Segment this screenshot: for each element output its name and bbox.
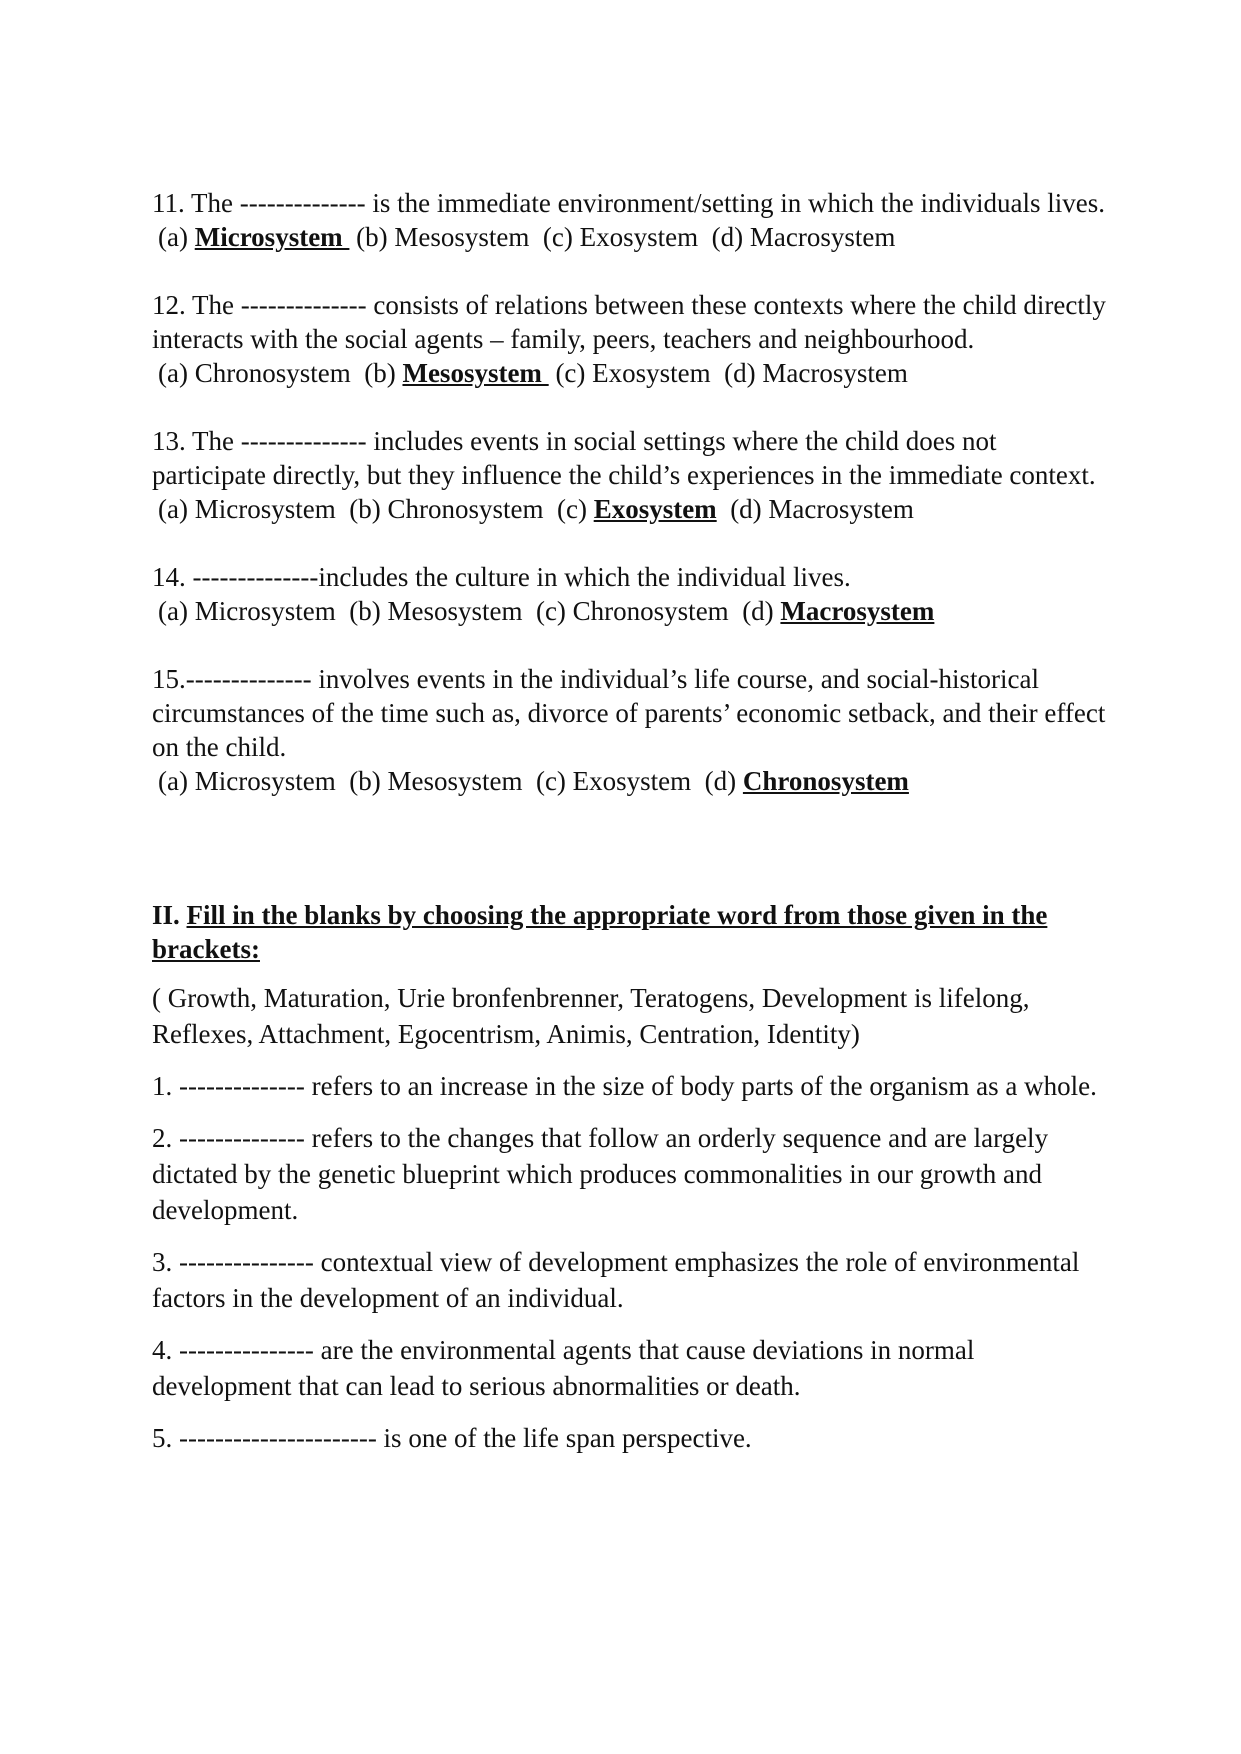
section-heading — [152, 898, 1112, 966]
option-label: (a) — [158, 222, 195, 252]
option-label: (d) — [710, 358, 763, 388]
option-text: Chronosystem — [194, 358, 351, 388]
option-answer: Microsystem — [194, 222, 350, 252]
question-options — [152, 492, 1112, 526]
option-text: Mesosystem — [387, 766, 523, 796]
question-options — [152, 356, 1112, 390]
question-options — [152, 594, 1112, 628]
option-text: Exosystem — [579, 222, 699, 252]
question-15 — [152, 662, 1112, 798]
option-text: Exosystem — [572, 766, 692, 796]
question-14 — [152, 560, 1112, 628]
fill-item-3: 3. --------------- contextual view of development emphasizes the role of environmental factors in the development of an individual. — [152, 1247, 1080, 1313]
option-text: Macrosystem — [768, 494, 914, 524]
option-text: Exosystem — [592, 358, 711, 388]
fill-in-blanks-section — [152, 980, 1112, 1456]
option-text: Chronosystem — [572, 596, 729, 626]
option-text: Mesosystem — [394, 222, 530, 252]
option-label: (c) — [522, 596, 573, 626]
option-text: Microsystem — [194, 596, 336, 626]
question-options — [152, 220, 1112, 254]
word-bank: ( Growth, Maturation, Urie bronfenbrenner, Teratogens, Development is lifelong, Reflexes, Attachment, Egocentrism, Animis, Centration, Identity) — [152, 983, 1030, 1049]
option-answer: Exosystem — [593, 494, 717, 524]
option-label: (c) — [529, 222, 580, 252]
document-page — [152, 186, 1112, 1456]
option-label: (d) — [698, 222, 750, 252]
option-text: Macrosystem — [762, 358, 908, 388]
option-label: (b) — [350, 358, 403, 388]
option-label: (c) — [522, 766, 573, 796]
option-label: (a) — [158, 494, 195, 524]
section-number: II. — [152, 900, 187, 930]
option-label: (d) — [716, 494, 769, 524]
question-stem: 12. The -------------- consists of relations between these contexts where the child directly interacts with the social agents – family, peers, teachers and neighbourhood. — [152, 290, 1106, 354]
option-answer: Chronosystem — [742, 766, 909, 796]
option-text: Microsystem — [194, 766, 336, 796]
mcq-list — [152, 186, 1112, 798]
option-label: (a) — [158, 766, 195, 796]
option-text: Mesosystem — [387, 596, 523, 626]
option-answer: Macrosystem — [780, 596, 935, 626]
option-label: (a) — [158, 358, 195, 388]
option-label: (b) — [335, 494, 388, 524]
section-title: Fill in the blanks by choosing the appropriate word from those given in the brackets: — [152, 900, 1048, 964]
option-label: (b) — [335, 766, 388, 796]
fill-item-4: 4. --------------- are the environmental agents that cause deviations in normal development that can lead to serious abnormalities or death. — [152, 1335, 975, 1401]
option-label: (b) — [349, 222, 395, 252]
fill-item-5: 5. ---------------------- is one of the life span perspective. — [152, 1423, 752, 1453]
option-label: (b) — [335, 596, 388, 626]
fill-item-2: 2. -------------- refers to the changes that follow an orderly sequence and are largely dictated by the genetic blueprint which produces commonalities in our growth and development. — [152, 1123, 1049, 1225]
question-stem: 14. --------------includes the culture in which the individual lives. — [152, 562, 851, 592]
question-12 — [152, 288, 1112, 390]
option-text: Microsystem — [194, 494, 336, 524]
option-text: Macrosystem — [749, 222, 896, 252]
question-11 — [152, 186, 1112, 254]
option-label: (d) — [728, 596, 781, 626]
fill-item-1: 1. -------------- refers to an increase in the size of body parts of the organism as a whole. — [152, 1071, 1097, 1101]
option-label: (d) — [691, 766, 743, 796]
option-text: Chronosystem — [387, 494, 544, 524]
question-stem: 13. The -------------- includes events in social settings where the child does not participate directly, but they influence the child’s experiences in the immediate context. — [152, 426, 1096, 490]
question-stem: 11. The -------------- is the immediate environment/setting in which the individuals lives. — [152, 188, 1105, 218]
option-label: (c) — [548, 358, 593, 388]
question-13 — [152, 424, 1112, 526]
option-label: (a) — [158, 596, 195, 626]
option-answer: Mesosystem — [402, 358, 549, 388]
question-options — [152, 764, 1112, 798]
option-label: (c) — [543, 494, 594, 524]
question-stem: 15.-------------- involves events in the individual’s life course, and social-historical circumstances of the time such as, divorce of parents’ economic setback, and their effect on the child. — [152, 664, 1106, 762]
